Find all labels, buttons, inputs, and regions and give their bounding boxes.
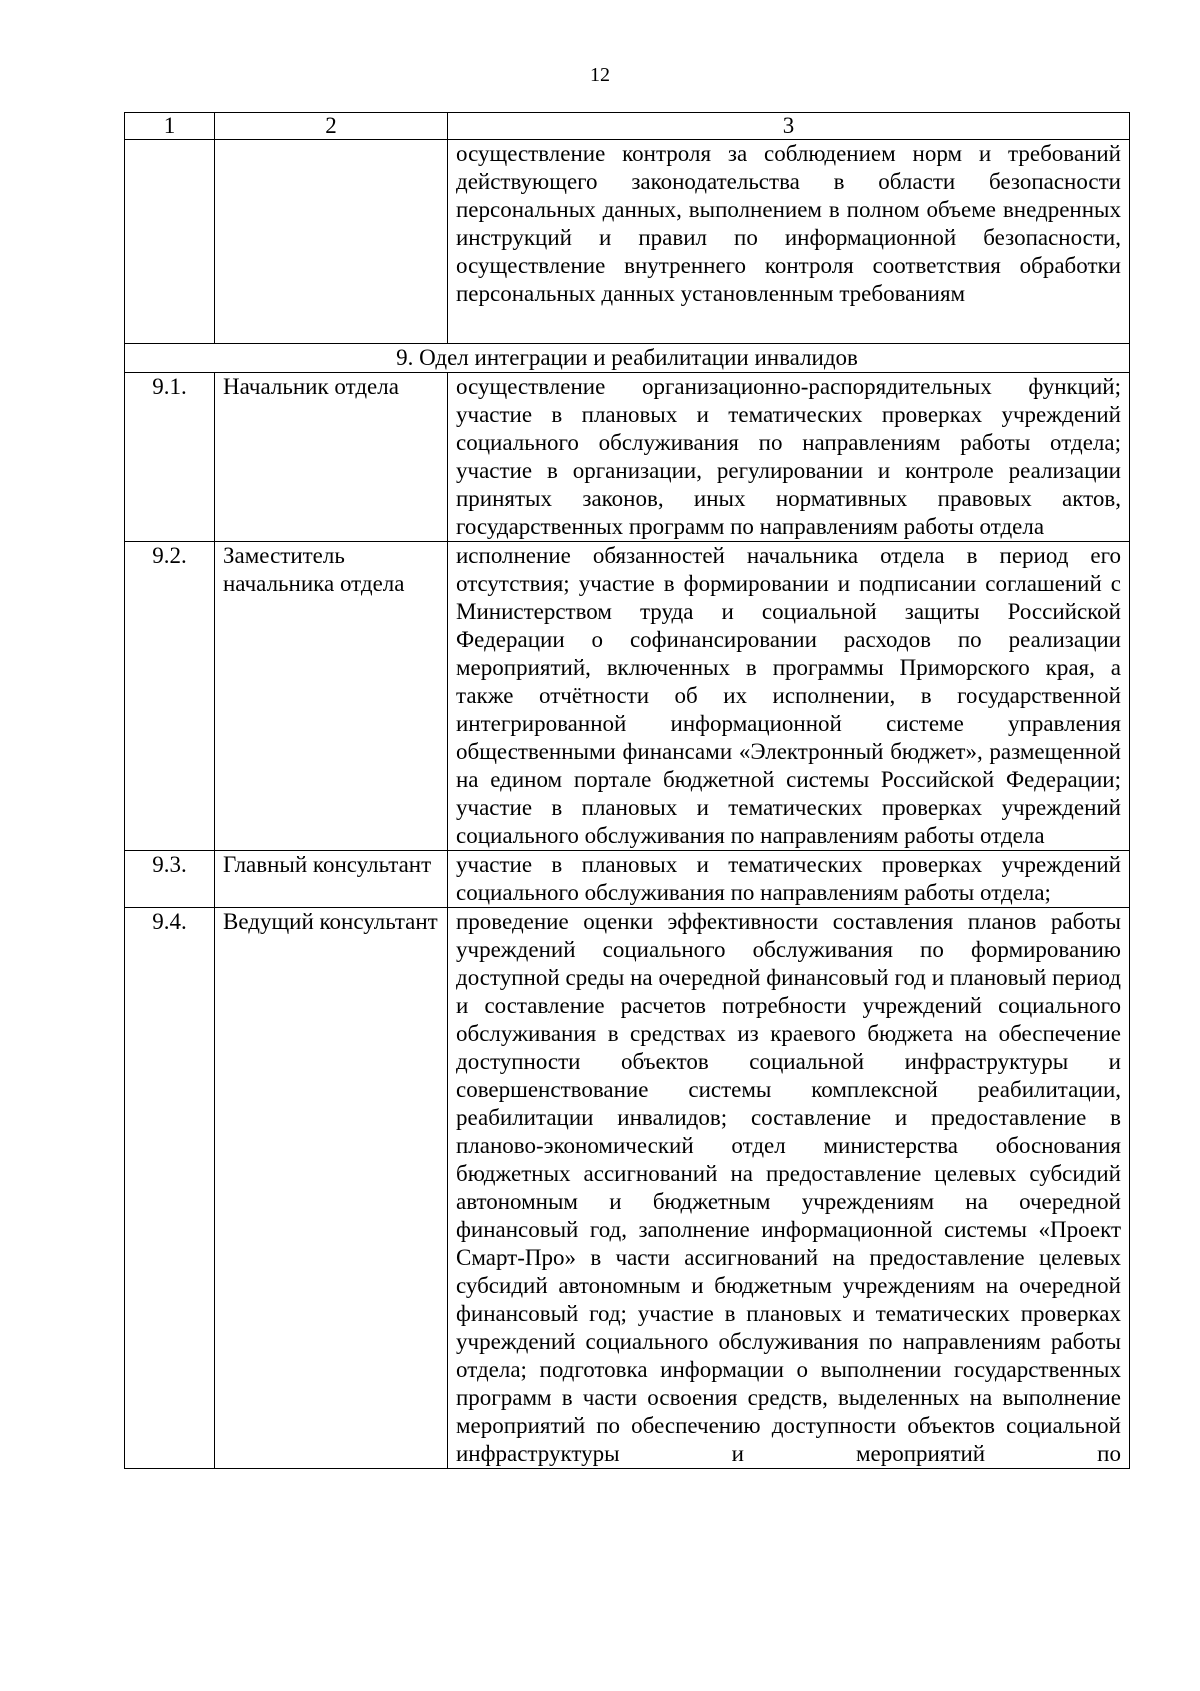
duties-cell <box>448 851 1130 908</box>
row-number: 9.2. <box>125 542 215 851</box>
duties-text: проведение оценки эффективности составления планов работы учреждений социального обслуживания по формированию доступной среды на очередной финансовый год и плановый период и составление расчетов потребности учреждений социального обслуживания в средствах из краевого бюджета на обеспечение доступности объектов социальной инфраструктуры и совершенствование системы комплексной реабилитации, реабилитации инвалидов; составление и предоставление в планово-экономический отдел министерства обоснования бюджетных ассигнований на предоставление целевых субсидий автономным и бюджетным учреждениям на очередной финансовый год, заполнение информационной системы «Проект Смарт-Про» в части ассигнований на предоставление целевых субсидий автономным и бюджетным учреждениям на очередной финансовый год; участие в плановых и тематических проверках учреждений социального обслуживания по направлениям работы отдела; подготовка информации о выполнении государственных программ в части освоения средств, выделенных на выполнение мероприятий по обеспечению доступности объектов социальной инфраструктуры и мероприятий по <box>456 909 1121 1466</box>
position-cell <box>215 140 448 344</box>
duties-cell <box>448 373 1130 542</box>
row-number: 9.4. <box>125 908 215 1469</box>
duties-cell <box>448 140 1130 344</box>
duties-text: осуществление организационно-распорядительных функций; участие в плановых и тематических проверках учреждений социального обслуживания по направлениям работы отдела; участие в организации, регулировании и контроле реализации принятых законов, иных нормативных правовых актов, государственных программ по направлениям работы отдела <box>456 374 1121 539</box>
duties-cell <box>448 908 1130 1469</box>
table-row <box>125 373 1130 542</box>
position-title: Заместитель начальника отдела <box>215 542 448 851</box>
table-row <box>125 851 1130 908</box>
table-header-row <box>125 113 1130 140</box>
section-heading-row <box>125 344 1130 373</box>
duties-text: участие в плановых и тематических проверках учреждений социального обслуживания по направлениям работы отдела; <box>456 852 1121 905</box>
position-title: Начальник отдела <box>215 373 448 542</box>
duties-table <box>124 112 1130 1469</box>
table-row-continued <box>125 140 1130 344</box>
position-title: Ведущий консультант <box>215 908 448 1469</box>
section-title: 9. Одел интеграции и реабилитации инвалидов <box>125 344 1130 373</box>
duties-cell <box>448 542 1130 851</box>
duties-text: исполнение обязанностей начальника отдела в период его отсутствия; участие в формировании и подписании соглашений с Министерством труда и социальной защиты Российской Федерации о софинансировании расходов по реализации мероприятий, включенных в программы Приморского края, а также отчётности об их исполнении, в государственной интегрированной информационной системе управления общественными финансами «Электронный бюджет», размещенной на едином портале бюджетной системы Российской Федерации; участие в плановых и тематических проверках учреждений социального обслуживания по направлениям работы отдела <box>456 543 1121 848</box>
table-row <box>125 542 1130 851</box>
column-header-2: 2 <box>215 113 448 140</box>
position-title: Главный консультант <box>215 851 448 908</box>
column-header-3: 3 <box>448 113 1130 140</box>
page-number: 12 <box>590 64 610 86</box>
row-number-cell <box>125 140 215 344</box>
row-number: 9.1. <box>125 373 215 542</box>
column-header-1: 1 <box>125 113 215 140</box>
duties-text: осуществление контроля за соблюдением норм и требований действующего законодательства в области безопасности персональных данных, выполнением в полном объеме внедренных инструкций и правил по информационной безопасности, осуществление внутреннего контроля соответствия обработки персональных данных установленным требованиям <box>456 141 1121 306</box>
table-row <box>125 908 1130 1469</box>
row-number: 9.3. <box>125 851 215 908</box>
